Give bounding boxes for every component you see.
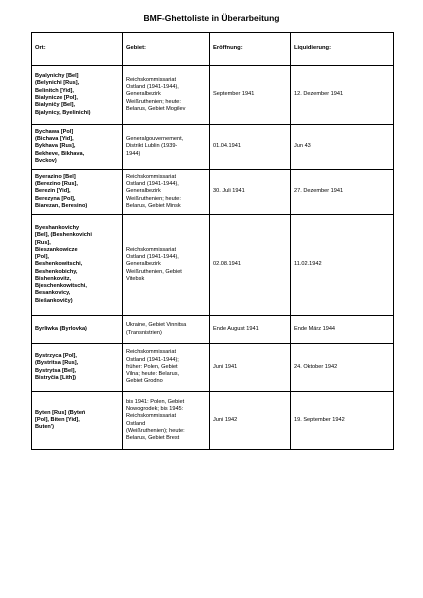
table-header: [32, 33, 394, 66]
cell-ort: [32, 392, 123, 450]
ort-text: Bystrzyca [Pol], (Bystritsa [Rus], Bystrytsa [Bel], Bistryčia [Lith]): [35, 352, 79, 381]
cell-gebiet: [123, 392, 210, 450]
table-row: [32, 66, 394, 125]
header-liquidierung: Liquidierung:: [291, 33, 394, 66]
ort-text: Byeshankovichy [Bel], (Beshenkovichi [Rus], Bieszankowicze [Pol], Beshenkowitschi, Beshenkobichy, Bishenkovitz, Bjeschenkowitschi, Besankovicy, Biešankovičy): [35, 225, 92, 304]
header-gebiet: Gebiet:: [123, 33, 210, 66]
eroeffnung-text: Ende August 1941: [213, 325, 259, 332]
ort-text: Byten [Rus] (Byteń [Pol], Biten [Yid], Buten'): [35, 409, 86, 431]
cell-gebiet: [123, 125, 210, 170]
cell-eroeffnung: [210, 316, 291, 344]
eroeffnung-text: September 1941: [213, 91, 255, 98]
cell-eroeffnung: [210, 66, 291, 125]
cell-gebiet: [123, 66, 210, 125]
cell-ort: [32, 170, 123, 215]
ghetto-table: [31, 32, 394, 450]
ort-text: Byalynichy [Bel] (Belynichi [Rus], Belinitch [Yid], Bialynicze [Pol], Bialyničy [Bel], Bjalynicy, Byelinichi): [35, 73, 91, 116]
liquidierung-text: Ende März 1944: [294, 325, 336, 332]
cell-ort: [32, 344, 123, 392]
cell-liquidierung: [291, 170, 394, 215]
liquidierung-text: 27. Dezember 1941: [294, 188, 344, 195]
eroeffnung-text: Juni 1942: [213, 416, 238, 423]
cell-eroeffnung: [210, 215, 291, 316]
liquidierung-text: 11.02.1942: [294, 261, 322, 268]
liquidierung-text: 12. Dezember 1941: [294, 91, 344, 98]
cell-gebiet: [123, 215, 210, 316]
gebiet-text: Reichskommissariat Ostland (1941-1944); früher: Polen, Gebiet Vilna; heute: Belarus, Gebiet Grodno: [126, 349, 180, 385]
eroeffnung-text: 30. Juli 1941: [213, 188, 245, 195]
ort-text: Byrliwka (Byrlovka): [35, 325, 87, 332]
header-row: [32, 33, 394, 66]
gebiet-text: Reichskommissariat Ostland (1941-1944), Generalbezirk Weißruthenien; heute: Belarus, Gebiet Minsk: [126, 173, 181, 209]
cell-ort: [32, 125, 123, 170]
cell-eroeffnung: [210, 344, 291, 392]
liquidierung-text: Jun 43: [294, 143, 311, 150]
table-row: [32, 316, 394, 344]
liquidierung-text: 24. Oktober 1942: [294, 363, 338, 370]
cell-eroeffnung: [210, 125, 291, 170]
liquidierung-text: 19. September 1942: [294, 416, 345, 423]
cell-gebiet: [123, 344, 210, 392]
table-body: [32, 66, 394, 450]
cell-ort: [32, 316, 123, 344]
cell-liquidierung: [291, 125, 394, 170]
gebiet-text: Generalgouvernement, Distrikt Lublin (1939- 1944): [126, 136, 184, 157]
table-row: [32, 215, 394, 316]
cell-gebiet: [123, 316, 210, 344]
eroeffnung-text: 01.04.1941: [213, 143, 241, 150]
cell-liquidierung: [291, 215, 394, 316]
table-row: [32, 392, 394, 450]
cell-gebiet: [123, 170, 210, 215]
cell-ort: [32, 66, 123, 125]
eroeffnung-text: 02.08.1941: [213, 261, 241, 268]
cell-liquidierung: [291, 344, 394, 392]
ort-text: Bychawa [Pol] (Bichava [Yid], Bykhava [Rus], Bekheve, Bikhava, Bvckov): [35, 128, 85, 164]
cell-eroeffnung: [210, 170, 291, 215]
cell-liquidierung: [291, 66, 394, 125]
cell-ort: [32, 215, 123, 316]
header-eroeffnung: Eröffnung:: [210, 33, 291, 66]
eroeffnung-text: Juni 1941: [213, 363, 238, 370]
gebiet-text: Reichskommissariat Ostland (1941-1944), Generalbezirk Weißruthenien; heute: Belarus, Gebiet Mogilev: [126, 76, 186, 112]
cell-eroeffnung: [210, 392, 291, 450]
gebiet-text: Reichskommissariat Ostland (1941-1944), Generalbezirk Weißruthenien, Gebiet Vitebsk: [126, 246, 182, 282]
table-row: [32, 125, 394, 170]
gebiet-text: bis 1941: Polen, Gebiet Nowogrodek; bis 1945: Reichskommissariat Ostland (Weißruthenien); heute: Belarus, Gebiet Brest: [126, 398, 185, 442]
ort-text: Byerazino [Bel] (Berezino [Rus], Berezin [Yid], Berezyna [Pol], Biarezan, Beresino): [35, 173, 88, 209]
cell-liquidierung: [291, 392, 394, 450]
gebiet-text: Ukraine, Gebiet Vinnitsa (Transnistrien): [126, 322, 187, 336]
table-row: [32, 344, 394, 392]
table-row: [32, 170, 394, 215]
header-ort: Ort:: [32, 33, 123, 66]
cell-liquidierung: [291, 316, 394, 344]
page-title: BMF-Ghettoliste in Überarbeitung: [143, 13, 280, 23]
